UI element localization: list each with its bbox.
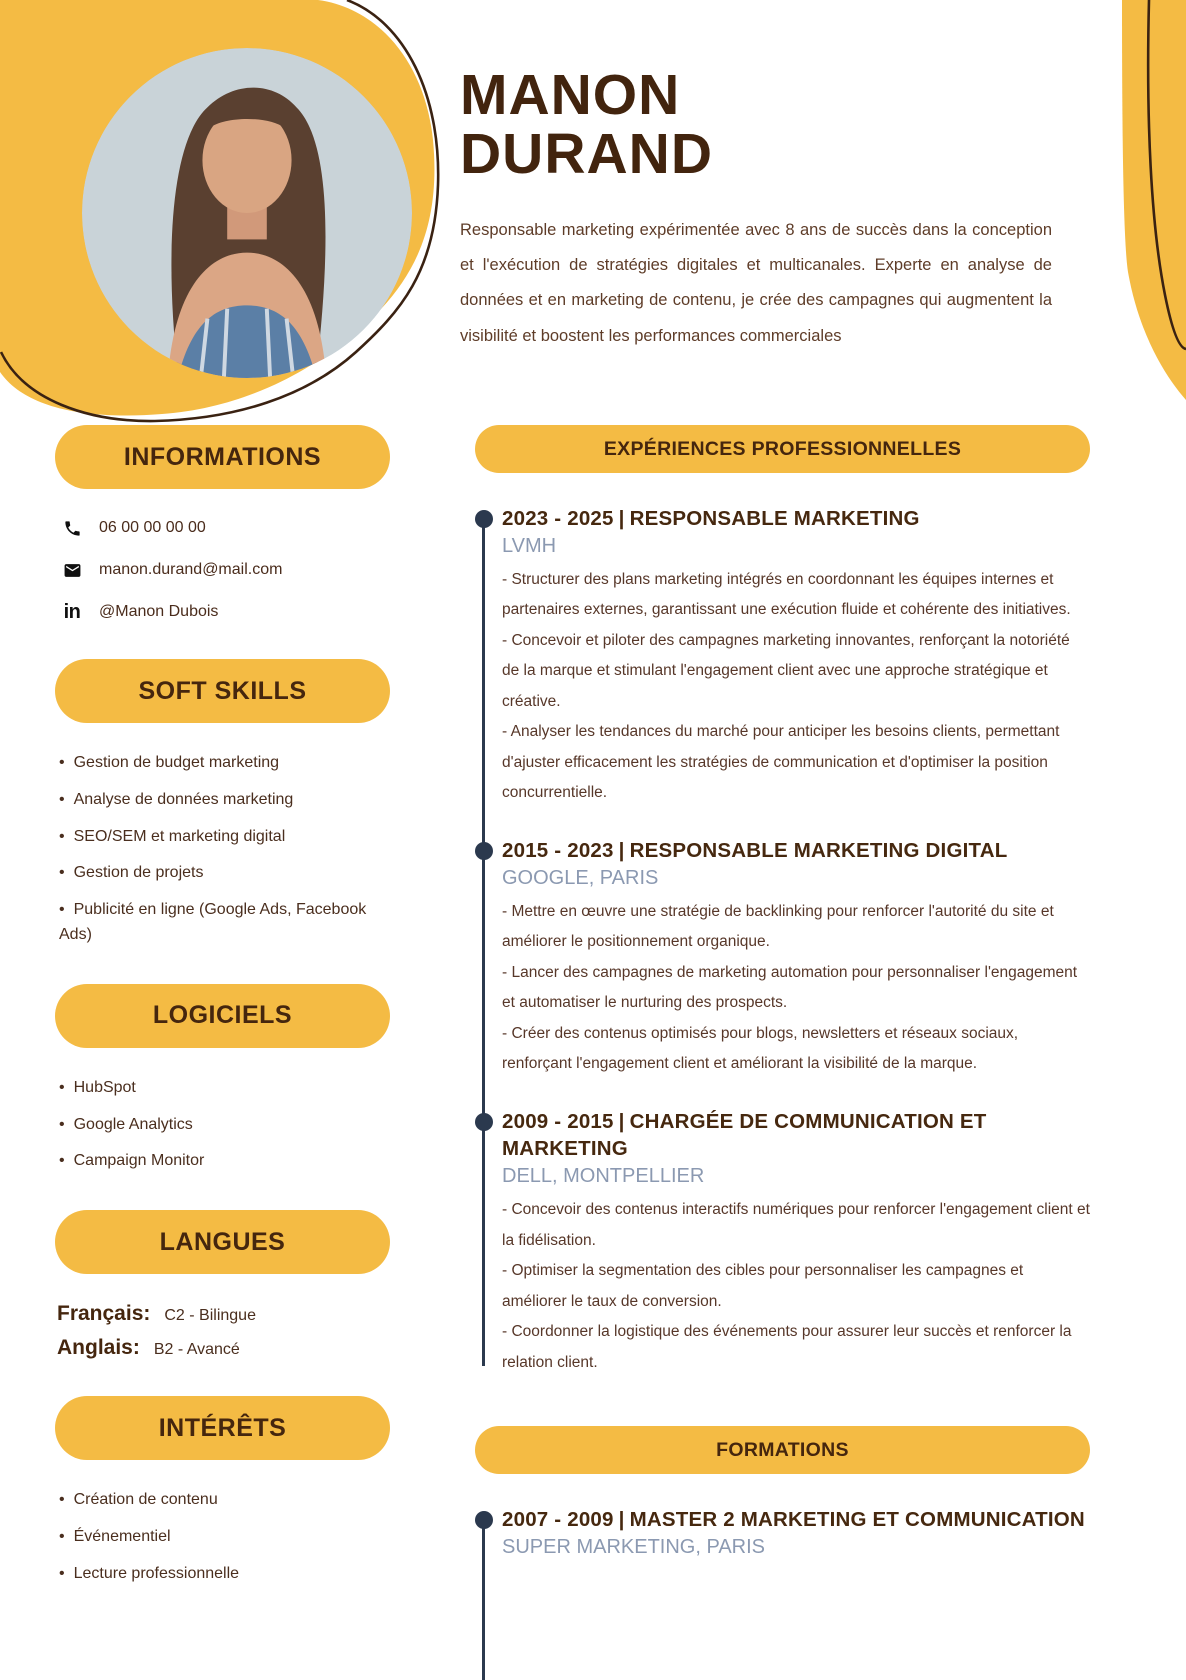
experience-bullets (502, 1195, 1090, 1378)
experience-entry (502, 837, 1090, 1080)
title-separator: | (618, 1508, 625, 1532)
header (460, 63, 1052, 354)
experiences-timeline (475, 505, 1090, 1378)
title-separator: | (618, 1109, 625, 1133)
contact-phone[interactable] (61, 517, 384, 539)
experience-entry (502, 1108, 1090, 1379)
experience-period: 2009 - 2015 (502, 1109, 614, 1133)
logiciels-title: LOGICIELS (55, 984, 390, 1048)
experience-bullet: - Optimiser la segmentation des cibles pour personnaliser les campagnes et améliorer le taux de conversion. (502, 1262, 1024, 1310)
list-item: • Gestion de projets (59, 861, 386, 886)
profile-summary: Responsable marketing expérimentée avec 8 ans de succès dans la conception et l'exécution de stratégies digitales et multicanales. Experte en analyse de données et en marketing de contenu, je crée des campagnes qui augmentent la visibilité et boostent les performances commerciales (460, 220, 1052, 345)
section-formations (475, 1426, 1090, 1559)
section-informations (55, 425, 390, 623)
language-row (57, 1336, 388, 1360)
content-columns (55, 425, 1090, 1623)
formation-entry (502, 1506, 1090, 1559)
formation-school: SUPER MARKETING, PARIS (502, 1535, 766, 1558)
list-item: • Gestion de budget marketing (59, 751, 386, 776)
section-langues (55, 1210, 390, 1360)
experience-role: CHARGÉE DE COMMUNICATION ET MARKETING (502, 1109, 987, 1161)
experience-bullet: - Analyser les tendances du marché pour anticiper les besoins clients, permettant d'ajuster efficacement les stratégies de communication et d'optimiser la position concurrentielle. (502, 723, 1060, 802)
formations-timeline (475, 1506, 1090, 1559)
soft-skills-title: SOFT SKILLS (55, 659, 390, 723)
phone-icon (61, 517, 83, 539)
formations-title: FORMATIONS (475, 1426, 1090, 1474)
experience-period: 2023 - 2025 (502, 507, 614, 530)
formation-title (502, 1506, 1090, 1534)
list-item: • Google Analytics (59, 1113, 386, 1138)
list-item: • SEO/SEM et marketing digital (59, 825, 386, 850)
language-level: B2 - Avancé (153, 1341, 240, 1359)
title-separator: | (618, 838, 625, 862)
list-item: • Création de contenu (59, 1488, 386, 1513)
experience-title (502, 505, 1090, 533)
section-interets (55, 1396, 390, 1586)
section-logiciels (55, 984, 390, 1174)
list-item: • Publicité en ligne (Google Ads, Facebook Ads) (59, 898, 386, 948)
soft-skills-list (59, 751, 386, 948)
language-label: Français: (57, 1302, 151, 1326)
formation-role: MASTER 2 MARKETING ET COMMUNICATION (629, 1508, 1085, 1532)
timeline-dot-icon (475, 510, 493, 528)
experience-period: 2015 - 2023 (502, 838, 614, 862)
experience-bullet: - Lancer des campagnes de marketing automation pour personnaliser l'engagement et automatiser le nurturing des prospects. (502, 963, 1078, 1012)
experience-company: LVMH (502, 534, 557, 557)
section-soft-skills (55, 659, 390, 948)
experience-entry (502, 505, 1090, 809)
list-item: • Événementiel (59, 1525, 386, 1550)
formation-period: 2007 - 2009 (502, 1508, 614, 1532)
experience-company: DELL, MONTPELLIER (502, 1165, 705, 1188)
experience-bullets (502, 565, 1090, 809)
experience-title (502, 837, 1090, 865)
logiciels-list (59, 1076, 386, 1174)
timeline-dot-icon (475, 1511, 493, 1529)
linkedin-value: @Manon Dubois (99, 603, 219, 620)
experience-bullet: - Concevoir et piloter des campagnes marketing innovantes, renforçant la notoriété de la marque et stimulant l'engagement client avec une approche stratégique et créative. (502, 631, 1070, 710)
profile-photo (82, 48, 412, 378)
interets-list (59, 1488, 386, 1586)
interets-title: INTÉRÊTS (55, 1396, 390, 1460)
experience-role: RESPONSABLE MARKETING (629, 507, 920, 530)
list-item: • HubSpot (59, 1076, 386, 1101)
experiences-title: EXPÉRIENCES PROFESSIONNELLES (475, 425, 1090, 473)
language-row (57, 1302, 388, 1326)
langues-title: LANGUES (55, 1210, 390, 1274)
first-name: MANON (460, 63, 681, 127)
yellow-corner-decoration (1122, 0, 1186, 425)
language-level: C2 - Bilingue (164, 1307, 256, 1325)
email-icon (61, 559, 83, 581)
email-value: manon.durand@mail.com (99, 561, 283, 578)
language-label: Anglais: (57, 1336, 140, 1360)
experience-bullet: - Structurer des plans marketing intégrés en coordonnant les équipes internes et partenaires externes, garantissant une exécution fluide et cohérente des initiatives. (502, 570, 1071, 619)
experience-bullets (502, 897, 1090, 1080)
timeline-dot-icon (475, 1113, 493, 1131)
page-title (460, 63, 1052, 187)
experience-bullet: - Concevoir des contenus interactifs numériques pour renforcer l'engagement client et la fidélisation. (502, 1201, 1090, 1249)
contact-email[interactable] (61, 559, 384, 581)
experience-company: GOOGLE, PARIS (502, 866, 659, 889)
list-item: • Analyse de données marketing (59, 788, 386, 813)
informations-title: INFORMATIONS (55, 425, 390, 489)
list-item: • Lecture professionnelle (59, 1562, 386, 1587)
list-item: • Campaign Monitor (59, 1149, 386, 1174)
experience-bullet: - Coordonner la logistique des événements pour assurer leur succès et renforcer la relation client. (502, 1323, 1072, 1371)
experience-role: RESPONSABLE MARKETING DIGITAL (629, 838, 1008, 862)
sidebar (55, 425, 390, 1623)
experience-bullet: - Créer des contenus optimisés pour blogs, newsletters et réseaux sociaux, renforçant l'engagement client et améliorant la visibilité de la marque. (502, 1024, 1019, 1073)
contact-linkedin[interactable] (61, 601, 384, 623)
phone-value: 06 00 00 00 00 (99, 519, 206, 536)
title-separator: | (618, 507, 625, 530)
experience-bullet: - Mettre en œuvre une stratégie de backlinking pour renforcer l'autorité du site et améliorer le positionnement organique. (502, 902, 1054, 951)
main-column (475, 425, 1090, 1623)
linkedin-icon: in (63, 600, 81, 623)
timeline-dot-icon (475, 842, 493, 860)
experience-title (502, 1108, 1090, 1163)
last-name: DURAND (460, 122, 713, 187)
